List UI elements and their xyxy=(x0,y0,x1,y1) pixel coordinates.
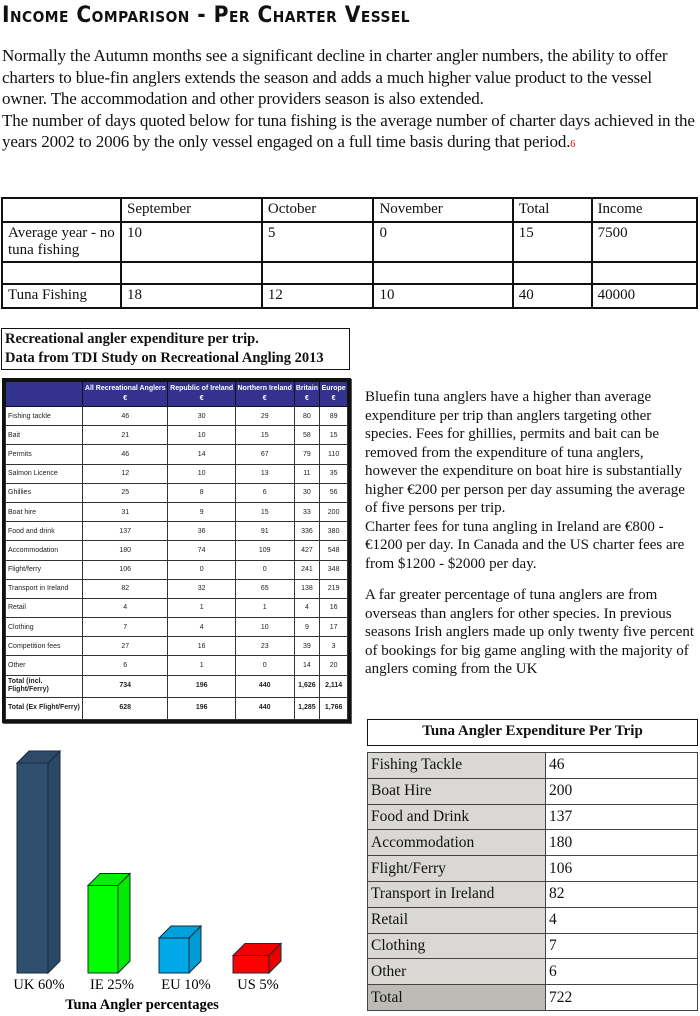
tuna-value-cell: 7 xyxy=(546,933,698,959)
intro-paragraph-2-text: The number of days quoted below for tuna fishing is the average number of charter days achieved in the years 2002 to 2006 by the only vessel engaged on a full time basis during that period. xyxy=(2,110,695,151)
tdi-table-cell: 36 xyxy=(168,522,235,541)
income-table-row xyxy=(2,222,697,262)
bar-front-face xyxy=(233,956,269,974)
tuna-table-row xyxy=(368,933,698,959)
tdi-table-cell: 7 xyxy=(83,618,168,637)
bar-front-face xyxy=(88,886,118,974)
tdi-table-cell: Salmon Licence xyxy=(6,464,83,483)
tdi-table-cell: 1,766 xyxy=(320,697,348,719)
chart-title: Tuna Angler percentages xyxy=(65,997,219,1013)
tdi-table-cell: 14 xyxy=(294,656,320,675)
tuna-category-cell: Flight/Ferry xyxy=(368,856,546,882)
tdi-table-cell: 10 xyxy=(168,464,235,483)
tdi-header-label: All Recreational Anglers xyxy=(84,385,166,392)
tuna-category-cell: Fishing Tackle xyxy=(368,753,546,779)
tdi-table-row xyxy=(6,541,348,560)
tdi-table-cell: 4 xyxy=(168,618,235,637)
tdi-table-cell: 196 xyxy=(168,675,235,697)
bar-label: US 5% xyxy=(237,977,279,993)
tdi-table-cell: 91 xyxy=(235,522,294,541)
bar-side-face xyxy=(48,751,60,973)
income-table-cell: 40000 xyxy=(592,284,697,308)
tuna-value-cell: 106 xyxy=(546,856,698,882)
tdi-table-cell: Bait xyxy=(6,426,83,445)
tdi-caption-line-2: Data from TDI Study on Recreational Angling 2013 xyxy=(5,350,324,366)
tdi-table-cell: 1,285 xyxy=(294,697,320,719)
income-header-cell: Income xyxy=(592,198,697,222)
tdi-table-cell: 74 xyxy=(168,541,235,560)
tdi-table-row xyxy=(6,522,348,541)
tdi-table-cell: 14 xyxy=(168,445,235,464)
tdi-table-cell: 29 xyxy=(235,407,294,426)
tdi-table-cell: 30 xyxy=(168,407,235,426)
tdi-table-cell: 9 xyxy=(294,618,320,637)
tdi-table-cell: Competition fees xyxy=(6,637,83,656)
income-table-cell: 15 xyxy=(513,222,592,262)
income-header-row xyxy=(2,198,697,222)
tdi-table-cell: 23 xyxy=(235,637,294,656)
tdi-table-row xyxy=(6,426,348,445)
tdi-table-cell: 109 xyxy=(235,541,294,560)
tdi-table-cell: 9 xyxy=(168,502,235,521)
income-table-cell xyxy=(513,262,592,284)
tdi-table-cell: 21 xyxy=(83,426,168,445)
page-title: Income Comparison - Per Charter Vessel xyxy=(2,3,411,28)
tdi-table-row xyxy=(6,502,348,521)
tuna-category-cell: Accommodation xyxy=(368,830,546,856)
tuna-value-cell: 6 xyxy=(546,959,698,985)
tuna-category-cell: Food and Drink xyxy=(368,804,546,830)
tdi-header-cell xyxy=(320,382,348,407)
tdi-table-cell: 15 xyxy=(320,426,348,445)
tdi-total-row xyxy=(6,697,348,719)
side-paragraph-3: A far greater percentage of tuna anglers are from overseas than anglers for other species. In previous seasons Irish anglers made up only twenty five percent of bookings for big game angling with the majority of anglers coming from the UK xyxy=(365,587,695,677)
tdi-caption-box xyxy=(1,328,350,370)
tdi-table-cell: 110 xyxy=(320,445,348,464)
bar-side-face xyxy=(118,874,130,974)
income-table-cell: Tuna Fishing xyxy=(2,284,121,308)
intro-paragraph-2 xyxy=(2,110,700,156)
tdi-table-cell: 180 xyxy=(83,541,168,560)
bar-label: EU 10% xyxy=(161,977,211,993)
income-header-cell: November xyxy=(373,198,512,222)
tdi-table-cell: 46 xyxy=(83,407,168,426)
tuna-value-cell: 200 xyxy=(546,778,698,804)
tdi-table-cell: Transport in Ireland xyxy=(6,579,83,598)
income-table-row xyxy=(2,262,697,284)
footnote-reference[interactable]: 6 xyxy=(570,139,576,150)
tdi-caption-line-1: Recreational angler expenditure per trip. xyxy=(5,331,259,347)
tdi-table-cell: 6 xyxy=(235,483,294,502)
tdi-table-cell: 138 xyxy=(294,579,320,598)
tdi-table-cell: Fishing tackle xyxy=(6,407,83,426)
tdi-table-cell: 35 xyxy=(320,464,348,483)
tuna-value-cell: 82 xyxy=(546,881,698,907)
tdi-table-cell: 17 xyxy=(320,618,348,637)
tdi-table-cell: 33 xyxy=(294,502,320,521)
tdi-table-cell: 336 xyxy=(294,522,320,541)
tdi-table-cell: 12 xyxy=(83,464,168,483)
tdi-table-cell: 67 xyxy=(235,445,294,464)
tdi-table-cell: Boat hire xyxy=(6,502,83,521)
tdi-currency-label: € xyxy=(262,395,267,402)
tuna-table-row xyxy=(368,959,698,985)
tdi-table-cell: Clothing xyxy=(6,618,83,637)
tdi-table-cell: 32 xyxy=(168,579,235,598)
tdi-header-cell xyxy=(168,382,235,407)
bar-us xyxy=(233,944,281,974)
tuna-value-cell: 180 xyxy=(546,830,698,856)
tdi-table-row xyxy=(6,598,348,617)
tdi-table-cell: 137 xyxy=(83,522,168,541)
tuna-value-cell: 46 xyxy=(546,753,698,779)
bar-uk xyxy=(17,751,60,973)
tdi-table-cell: 4 xyxy=(294,598,320,617)
tdi-table-cell: 80 xyxy=(294,407,320,426)
income-table-cell xyxy=(262,262,374,284)
tdi-header-cell xyxy=(6,382,83,407)
tdi-table-cell: 440 xyxy=(235,697,294,719)
tuna-category-cell: Retail xyxy=(368,907,546,933)
bar-eu xyxy=(159,926,201,973)
side-paragraph-1: Bluefin tuna anglers have a higher than average expenditure per trip than anglers targeting other species. Fees for ghillies, permits and bait can be removed from the expenditure of tuna anglers, however the expenditure on boat hire is substantially higher €200 per person per day assuming the average of five persons per trip. xyxy=(365,389,685,516)
income-table-row xyxy=(2,284,697,308)
income-table-cell: 18 xyxy=(121,284,262,308)
tuna-category-cell: Clothing xyxy=(368,933,546,959)
tuna-table-row xyxy=(368,778,698,804)
tdi-table-cell: 380 xyxy=(320,522,348,541)
tuna-table-row xyxy=(368,907,698,933)
income-comparison-table xyxy=(1,197,698,309)
tdi-table-cell: 10 xyxy=(168,426,235,445)
tdi-table-cell: 200 xyxy=(320,502,348,521)
tdi-currency-label: € xyxy=(331,395,336,402)
tdi-table-cell: 427 xyxy=(294,541,320,560)
side-paragraph-2: Charter fees for tuna angling in Ireland are €800 -€1200 per day. In Canada and the US charter fees are from $1200 - $2000 per day. xyxy=(365,518,685,572)
tdi-table-cell: 734 xyxy=(83,675,168,697)
tdi-table-cell: 27 xyxy=(83,637,168,656)
income-table-cell: 10 xyxy=(121,222,262,262)
tdi-table-cell: 16 xyxy=(320,598,348,617)
income-table-cell: 0 xyxy=(373,222,512,262)
income-table-cell: 40 xyxy=(513,284,592,308)
tdi-table-cell: 1 xyxy=(235,598,294,617)
tdi-table-cell: 16 xyxy=(168,637,235,656)
tdi-table-cell: 13 xyxy=(235,464,294,483)
tdi-table-cell: 15 xyxy=(235,502,294,521)
bar-label: UK 60% xyxy=(13,977,65,993)
tdi-table-cell: 628 xyxy=(83,697,168,719)
intro-text xyxy=(2,45,700,156)
income-table-cell: 7500 xyxy=(592,222,697,262)
tdi-table-cell: 46 xyxy=(83,445,168,464)
tdi-table-cell: 30 xyxy=(294,483,320,502)
tuna-category-cell: Total xyxy=(368,985,546,1011)
tuna-total-row xyxy=(368,985,698,1011)
tdi-table-row xyxy=(6,637,348,656)
tdi-table-cell: Other xyxy=(6,656,83,675)
bar-front-face xyxy=(159,938,189,973)
tuna-table-row xyxy=(368,881,698,907)
tuna-category-cell: Transport in Ireland xyxy=(368,881,546,907)
income-table-cell xyxy=(121,262,262,284)
income-table-cell xyxy=(592,262,697,284)
tdi-header-cell xyxy=(83,382,168,407)
income-table-cell xyxy=(2,262,121,284)
tdi-currency-label: € xyxy=(123,395,128,402)
tdi-table-cell: 440 xyxy=(235,675,294,697)
tdi-table-cell: 15 xyxy=(235,426,294,445)
tdi-table-row xyxy=(6,407,348,426)
income-table-cell: 10 xyxy=(373,284,512,308)
tdi-table-cell: Flight/ferry xyxy=(6,560,83,579)
tdi-table-cell: 79 xyxy=(294,445,320,464)
tuna-angler-percentages-chart xyxy=(0,730,300,1016)
tdi-expenditure-table xyxy=(5,381,348,720)
tdi-table-cell: 4 xyxy=(83,598,168,617)
tdi-currency-label: € xyxy=(304,395,309,402)
tdi-table-row xyxy=(6,579,348,598)
tdi-table-cell: 11 xyxy=(294,464,320,483)
tuna-category-cell: Boat Hire xyxy=(368,778,546,804)
tdi-header-row xyxy=(6,382,348,407)
tdi-table-cell: Retail xyxy=(6,598,83,617)
tdi-table-cell: 8 xyxy=(168,483,235,502)
tuna-value-cell: 4 xyxy=(546,907,698,933)
tuna-category-cell: Other xyxy=(368,959,546,985)
tdi-table-cell: 65 xyxy=(235,579,294,598)
tdi-table-cell: Food and drink xyxy=(6,522,83,541)
income-table-cell: Average year - no tuna fishing xyxy=(2,222,121,262)
bar-front-face xyxy=(17,763,48,973)
tdi-header-label: Britain xyxy=(295,385,318,392)
tdi-table-cell: 20 xyxy=(320,656,348,675)
tuna-value-cell: 137 xyxy=(546,804,698,830)
tuna-table-row xyxy=(368,856,698,882)
tdi-header-label: Northern Ireland xyxy=(237,385,292,392)
tdi-table-frame xyxy=(2,378,351,723)
income-header-cell: Total xyxy=(513,198,592,222)
income-header-cell: September xyxy=(121,198,262,222)
tuna-table-row xyxy=(368,804,698,830)
tuna-expenditure-table xyxy=(367,752,698,1011)
intro-paragraph-1: Normally the Autumn months see a significant decline in charter angler numbers, the ability to offer charters to blue-fin anglers extends the season and adds a much higher value product to the vessel owner. The accommodation and other providers season is also extended. xyxy=(2,46,668,108)
tdi-table-cell: 0 xyxy=(168,560,235,579)
tdi-table-cell: 31 xyxy=(83,502,168,521)
tdi-table-cell: 39 xyxy=(294,637,320,656)
bar-ie xyxy=(88,874,130,974)
tdi-header-cell xyxy=(235,382,294,407)
tdi-table-row xyxy=(6,464,348,483)
tdi-table-cell: 0 xyxy=(235,656,294,675)
tdi-table-row xyxy=(6,483,348,502)
tdi-table-cell: Accommodation xyxy=(6,541,83,560)
tdi-table-row xyxy=(6,445,348,464)
income-table-cell xyxy=(373,262,512,284)
tdi-table-row xyxy=(6,656,348,675)
tdi-table-cell: 106 xyxy=(83,560,168,579)
tdi-table-cell: 1 xyxy=(168,598,235,617)
tdi-currency-label: € xyxy=(199,395,204,402)
tdi-header-label: Republic of Ireland xyxy=(170,385,234,392)
tdi-table-cell: 89 xyxy=(320,407,348,426)
tuna-value-cell: 722 xyxy=(546,985,698,1011)
tdi-table-cell: 548 xyxy=(320,541,348,560)
tdi-table-cell: 58 xyxy=(294,426,320,445)
tdi-table-cell: 1,626 xyxy=(294,675,320,697)
income-header-cell xyxy=(2,198,121,222)
tdi-table-cell: 241 xyxy=(294,560,320,579)
tdi-table-cell: 2,114 xyxy=(320,675,348,697)
tdi-header-label: Europe xyxy=(321,385,346,392)
tdi-table-cell: Total (incl. Flight/Ferry) xyxy=(6,675,83,697)
tuna-table-row xyxy=(368,753,698,779)
tdi-table-cell: 1 xyxy=(168,656,235,675)
tdi-table-cell: 6 xyxy=(83,656,168,675)
tuna-table-row xyxy=(368,830,698,856)
tdi-table-cell: 56 xyxy=(320,483,348,502)
tdi-table-cell: 82 xyxy=(83,579,168,598)
income-table-cell: 5 xyxy=(262,222,374,262)
tuna-table-title: Tuna Angler Expenditure Per Trip xyxy=(367,719,698,746)
tdi-table-cell: 348 xyxy=(320,560,348,579)
tdi-table-row xyxy=(6,618,348,637)
tdi-table-cell: 0 xyxy=(235,560,294,579)
tdi-table-cell: Total (Ex Flight/Ferry) xyxy=(6,697,83,719)
tdi-table-cell: 25 xyxy=(83,483,168,502)
income-table-cell: 12 xyxy=(262,284,374,308)
tdi-table-cell: Permits xyxy=(6,445,83,464)
tdi-table-cell: 3 xyxy=(320,637,348,656)
tdi-table-cell: Ghillies xyxy=(6,483,83,502)
tdi-table-cell: 219 xyxy=(320,579,348,598)
tdi-table-cell: 10 xyxy=(235,618,294,637)
tdi-total-row xyxy=(6,675,348,697)
income-header-cell: October xyxy=(262,198,374,222)
side-text xyxy=(365,388,697,692)
tdi-table-row xyxy=(6,560,348,579)
bar-label: IE 25% xyxy=(90,977,134,993)
tdi-table-cell: 196 xyxy=(168,697,235,719)
tdi-header-cell xyxy=(294,382,320,407)
